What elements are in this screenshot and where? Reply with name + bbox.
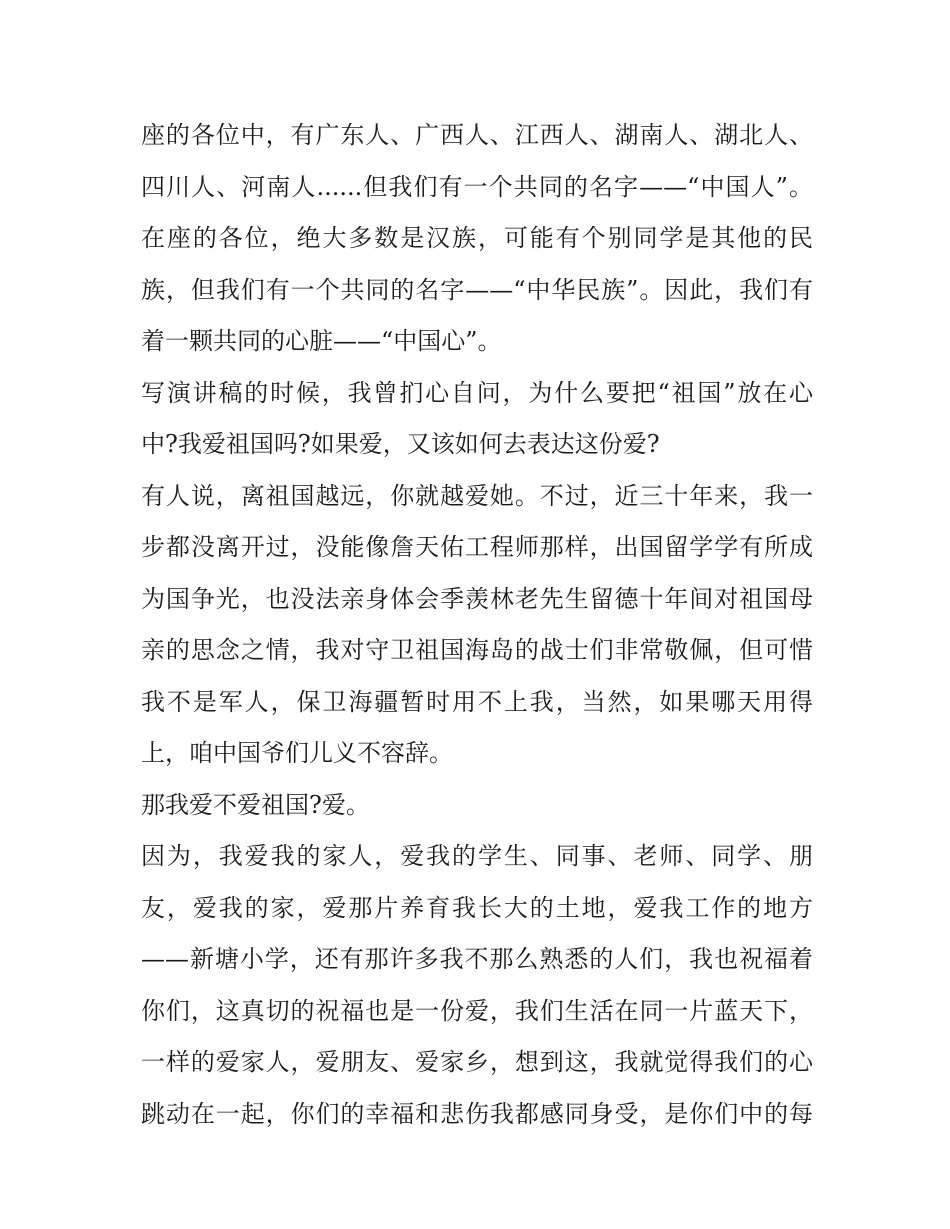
text-line-5: 着一颗共同的心脏——“中国心”。 xyxy=(141,327,502,355)
text-line-16: 友，爱我的家，爱那片养育我长大的土地，爱我工作的地方 xyxy=(141,893,813,922)
text-line-3: 在座的各位，绝大多数是汉族，可能有个别同学是其他的民 xyxy=(141,224,813,252)
text-line-18: 你们，这真切的祝福也是一份爱，我们生活在同一片蓝天下， xyxy=(141,996,813,1025)
text-line-6: 写演讲稿的时候，我曾扪心自问，为什么要把“祖国”放在心 xyxy=(141,378,813,407)
text-line-19: 一样的爱家人，爱朋友、爱家乡，想到这，我就觉得我们的心 xyxy=(141,1048,813,1076)
text-line-2: 四川人、河南人......但我们有一个共同的名字——“中国人”。 xyxy=(141,172,813,201)
text-line-9: 步都没离开过，没能像詹天佑工程师那样，出国留学学有所成 xyxy=(141,533,813,561)
text-line-17: ——新塘小学，还有那许多我不那么熟悉的人们，我也祝福着 xyxy=(141,945,813,973)
text-line-8: 有人说，离祖国越远，你就越爱她。不过，近三十年来，我一 xyxy=(141,481,813,510)
text-line-13: 上，咱中国爷们儿义不容辞。 xyxy=(141,739,453,767)
text-line-15: 因为，我爱我的家人，爱我的学生、同事、老师、同学、朋 xyxy=(141,842,813,870)
text-line-1: 座的各位中，有广东人、广西人、江西人、湖南人、湖北人、 xyxy=(141,121,813,149)
text-line-12: 我不是军人，保卫海疆暂时用不上我，当然，如果哪天用得 xyxy=(141,687,813,716)
text-line-4: 族，但我们有一个共同的名字——“中华民族”。因此，我们有 xyxy=(141,275,813,304)
text-line-14: 那我爱不爱祖国?爱。 xyxy=(141,790,370,819)
text-line-11: 亲的思念之情，我对守卫祖国海岛的战士们非常敬佩，但可惜 xyxy=(141,636,813,664)
text-line-7: 中?我爱祖国吗?如果爱，又该如何去表达这份爱? xyxy=(141,430,660,458)
text-line-10: 为国争光，也没法亲身体会季羡林老先生留德十年间对祖国母 xyxy=(141,584,813,613)
text-line-20: 跳动在一起，你们的幸福和悲伤我都感同身受，是你们中的每 xyxy=(141,1099,813,1128)
document-body xyxy=(141,110,813,1140)
